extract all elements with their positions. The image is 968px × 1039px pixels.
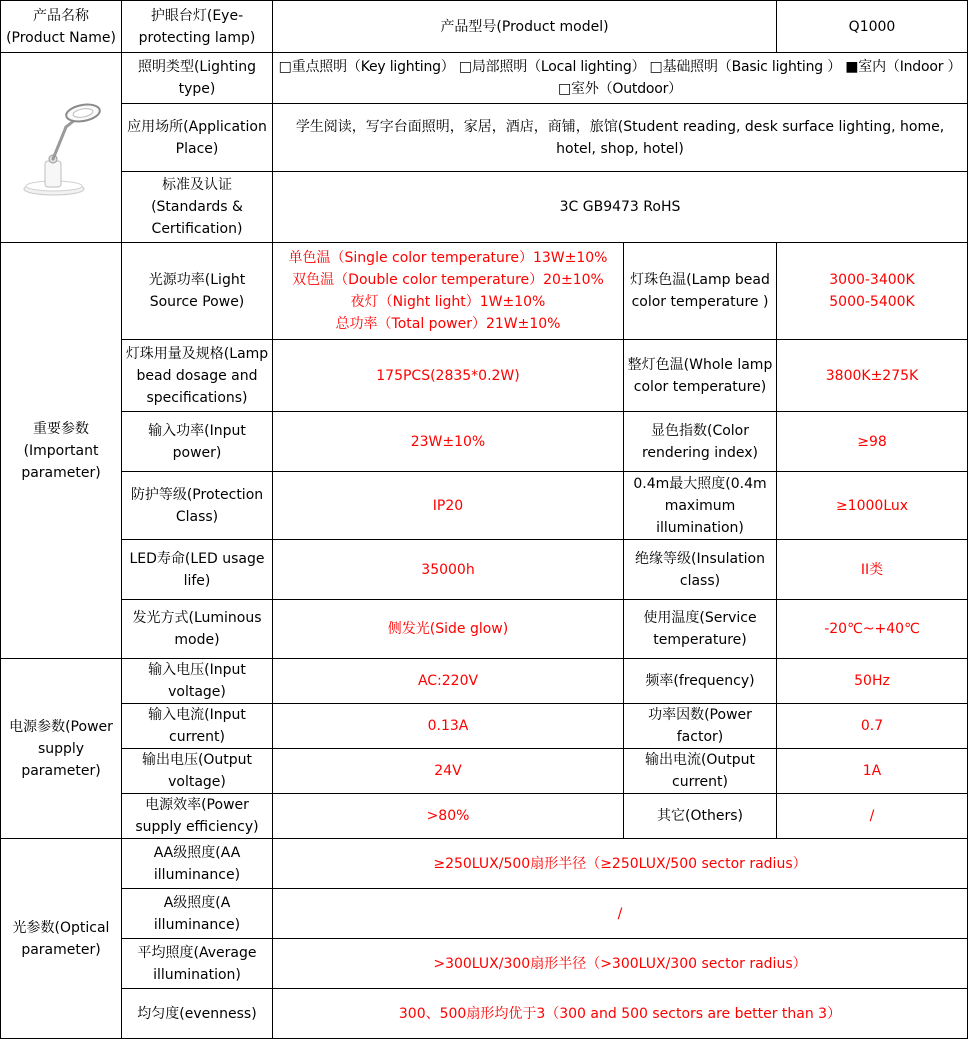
led-usage-life-value: 35000h [273, 540, 624, 600]
important-parameter-label: 重要参数(Important parameter) [1, 243, 122, 659]
product-model-label: 产品型号(Product model) [273, 1, 777, 53]
power-supply-parameter-label: 电源参数(Power supply parameter) [1, 659, 122, 839]
whole-lamp-color-temp-value: 3800K±275K [777, 340, 968, 412]
output-current-value: 1A [777, 749, 968, 794]
efficiency-row [1, 794, 968, 839]
aa-illuminance-value: ≥250LUX/500扇形半径（≥250LUX/500 sector radius） [273, 839, 968, 889]
evenness-value: 300、500扇形均优于3（300 and 500 sectors are better than 3） [273, 989, 968, 1039]
insulation-class-label: 绝缘等级(Insulation class) [624, 540, 777, 600]
input-current-label: 输入电流(Input current) [122, 704, 273, 749]
product-image-cell [1, 53, 122, 243]
protection-class-value: IP20 [273, 472, 624, 540]
output-current-label: 输出电流(Output current) [624, 749, 777, 794]
light-power-row [1, 243, 968, 340]
protection-row [1, 472, 968, 540]
lighting-type-value: □重点照明（Key lighting） □局部照明（Local lighting） □基础照明（Basic lighting ） ■室内（Indoor ） □室外（Outdoor） [273, 53, 968, 104]
max-illumination-value: ≥1000Lux [777, 472, 968, 540]
luminous-mode-row [1, 600, 968, 659]
lighting-type-row [1, 53, 968, 104]
desk-lamp-icon [16, 89, 106, 199]
standards-value: 3C GB9473 RoHS [273, 172, 968, 243]
application-row [1, 104, 968, 172]
lamp-bead-color-temp-value [777, 243, 968, 340]
output-voltage-label: 输出电压(Output voltage) [122, 749, 273, 794]
power-factor-value: 0.7 [777, 704, 968, 749]
input-power-value: 23W±10% [273, 412, 624, 472]
a-illuminance-value: / [273, 889, 968, 939]
lamp-bead-dosage-value: 175PCS(2835*0.2W) [273, 340, 624, 412]
led-usage-life-label: LED寿命(LED usage life) [122, 540, 273, 600]
product-model-value: Q1000 [777, 1, 968, 53]
evenness-row [1, 989, 968, 1039]
whole-lamp-color-temp-label: 整灯色温(Whole lamp color temperature) [624, 340, 777, 412]
luminous-mode-label: 发光方式(Luminous mode) [122, 600, 273, 659]
bead-dosage-row [1, 340, 968, 412]
input-voltage-row [1, 659, 968, 704]
led-life-row [1, 540, 968, 600]
light-source-power-value [273, 243, 624, 340]
service-temperature-label: 使用温度(Service temperature) [624, 600, 777, 659]
others-label: 其它(Others) [624, 794, 777, 839]
product-name-value: 护眼台灯(Eye-protecting lamp) [122, 1, 273, 53]
aa-illuminance-label: AA级照度(AA illuminance) [122, 839, 273, 889]
max-illumination-label: 0.4m最大照度(0.4m maximum illumination) [624, 472, 777, 540]
power-factor-label: 功率因数(Power factor) [624, 704, 777, 749]
lighting-type-label: 照明类型(Lighting type) [122, 53, 273, 104]
standards-row [1, 172, 968, 243]
luminous-mode-value: 侧发光(Side glow) [273, 600, 624, 659]
average-illumination-row [1, 939, 968, 989]
output-voltage-value: 24V [273, 749, 624, 794]
standards-label: 标准及认证(Standards & Certification) [122, 172, 273, 243]
color-temp-cool: 5000-5400K [829, 294, 915, 310]
aa-illuminance-row [1, 839, 968, 889]
a-illuminance-label: A级照度(A illuminance) [122, 889, 273, 939]
color-temp-warm: 3000-3400K [829, 272, 915, 288]
input-power-row [1, 412, 968, 472]
optical-parameter-label: 光参数(Optical parameter) [1, 839, 122, 1039]
input-voltage-value: AC:220V [273, 659, 624, 704]
input-current-row [1, 704, 968, 749]
power-supply-efficiency-label: 电源效率(Power supply efficiency) [122, 794, 273, 839]
output-voltage-row [1, 749, 968, 794]
application-place-value: 学生阅读，写字台面照明，家居，酒店，商铺，旅馆(Student reading, desk surface lighting, home, hotel, shop, hotel) [273, 104, 968, 172]
frequency-label: 频率(frequency) [624, 659, 777, 704]
power-supply-efficiency-value: >80% [273, 794, 624, 839]
single-color-power: 单色温（Single color temperature）13W±10% [288, 250, 608, 266]
others-value: / [777, 794, 968, 839]
insulation-class-value: II类 [777, 540, 968, 600]
color-rendering-index-value: ≥98 [777, 412, 968, 472]
lamp-bead-color-temp-label: 灯珠色温(Lamp bead color temperature ) [624, 243, 777, 340]
average-illumination-label: 平均照度(Average illumination) [122, 939, 273, 989]
color-rendering-index-label: 显色指数(Color rendering index) [624, 412, 777, 472]
input-voltage-label: 输入电压(Input voltage) [122, 659, 273, 704]
average-illumination-value: >300LUX/300扇形半径（>300LUX/300 sector radius） [273, 939, 968, 989]
frequency-value: 50Hz [777, 659, 968, 704]
evenness-label: 均匀度(evenness) [122, 989, 273, 1039]
protection-class-label: 防护等级(Protection Class) [122, 472, 273, 540]
service-temperature-value: -20℃~+40℃ [777, 600, 968, 659]
night-light-power: 夜灯（Night light）1W±10% [350, 294, 546, 310]
application-place-label: 应用场所(Application Place) [122, 104, 273, 172]
a-illuminance-row [1, 889, 968, 939]
input-power-label: 输入功率(Input power) [122, 412, 273, 472]
double-color-power: 双色温（Double color temperature）20±10% [292, 272, 604, 288]
input-current-value: 0.13A [273, 704, 624, 749]
product-name-label: 产品名称(Product Name) [1, 1, 122, 53]
light-source-power-label: 光源功率(Light Source Powe) [122, 243, 273, 340]
total-power: 总功率（Total power）21W±10% [335, 316, 561, 332]
header-row [1, 1, 968, 53]
lamp-bead-dosage-label: 灯珠用量及规格(Lamp bead dosage and specifications) [122, 340, 273, 412]
